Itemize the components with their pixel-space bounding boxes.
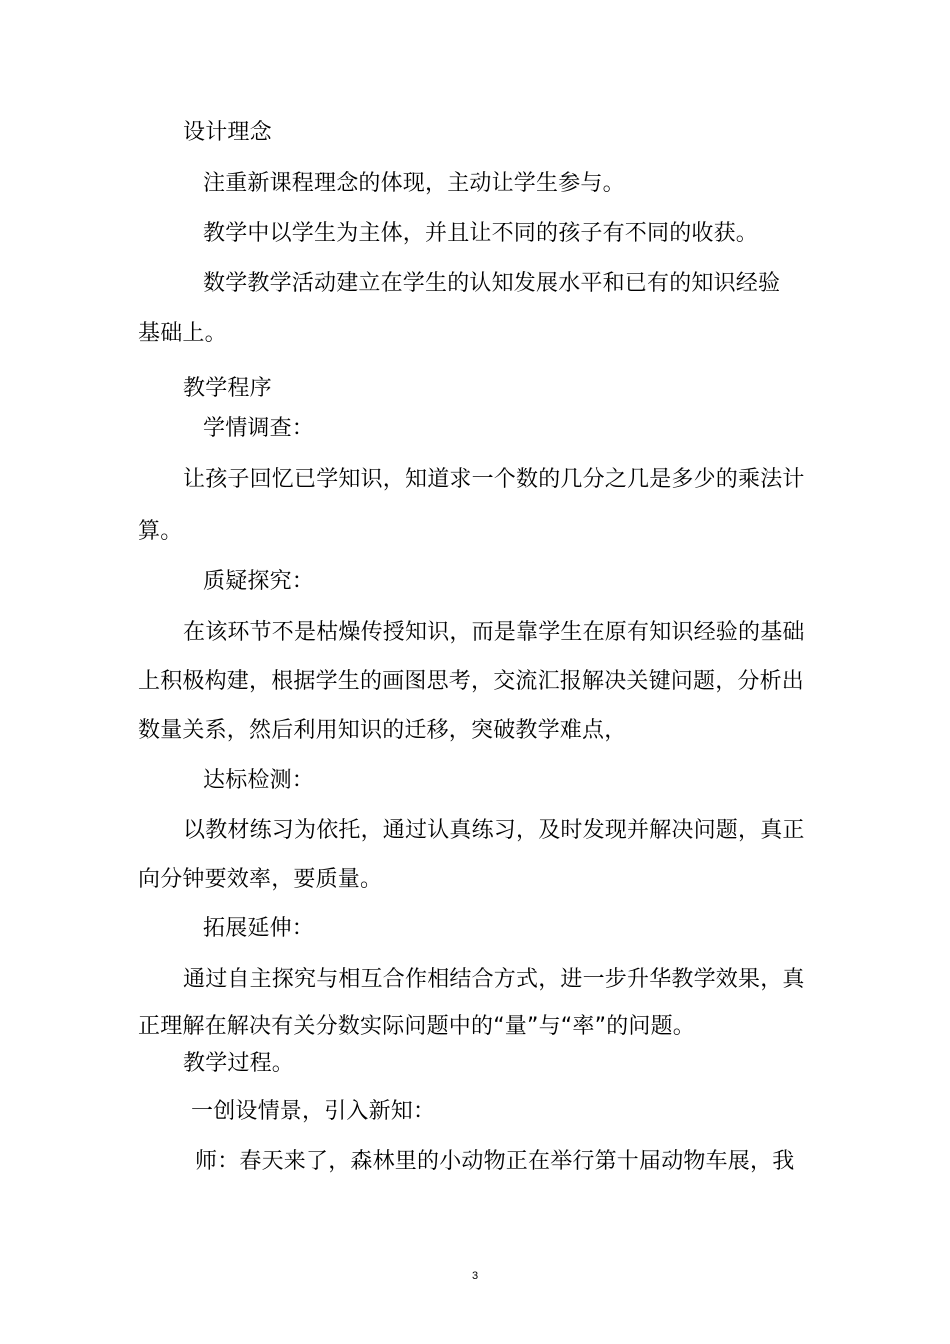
paragraph-line: 师：春天来了，森林里的小动物正在举行第十届动物车展，我 — [195, 1149, 795, 1174]
paragraph-line: 基础上。 — [138, 321, 227, 346]
paragraph-line: 算。 — [138, 519, 183, 544]
paragraph-line: 以教材练习为依托，通过认真练习，及时发现并解决问题，真正 — [183, 818, 805, 843]
paragraph-line: 让孩子回忆已学知识，知道求一个数的几分之几是多少的乘法计 — [183, 467, 805, 492]
paragraph-line: 数量关系，然后利用知识的迁移，突破教学难点， — [138, 718, 627, 743]
paragraph-line: 注重新课程理念的体现，主动让学生参与。 — [203, 171, 625, 196]
paragraph-line: 数学教学活动建立在学生的认知发展水平和已有的知识经验 — [203, 271, 781, 296]
subheading-inquiry: 质疑探究： — [203, 569, 315, 594]
section-heading-teaching-process: 教学过程。 — [183, 1051, 295, 1076]
section-heading-teaching-procedure: 教学程序 — [183, 376, 272, 401]
subheading-extension: 拓展延伸： — [203, 916, 315, 941]
paragraph-line: 正理解在解决有关分数实际问题中的“量”与“率”的问题。 — [138, 1014, 695, 1039]
subheading-assessment: 达标检测： — [203, 768, 315, 793]
section-heading-design-concept: 设计理念 — [183, 120, 272, 145]
subheading-survey: 学情调查： — [203, 416, 315, 441]
subheading-create-scenario: 一创设情景，引入新知： — [191, 1099, 436, 1124]
paragraph-line: 在该环节不是枯燥传授知识，而是靠学生在原有知识经验的基础 — [183, 620, 805, 645]
page-number: 3 — [471, 1270, 479, 1282]
paragraph-line: 向分钟要效率，要质量。 — [138, 867, 383, 892]
paragraph-line: 通过自主探究与相互合作相结合方式，进一步升华教学效果，真 — [183, 967, 805, 992]
paragraph-line: 上积极构建，根据学生的画图思考，交流汇报解决关键问题，分析出 — [138, 669, 805, 694]
paragraph-line: 教学中以学生为主体，并且让不同的孩子有不同的收获。 — [203, 221, 759, 246]
